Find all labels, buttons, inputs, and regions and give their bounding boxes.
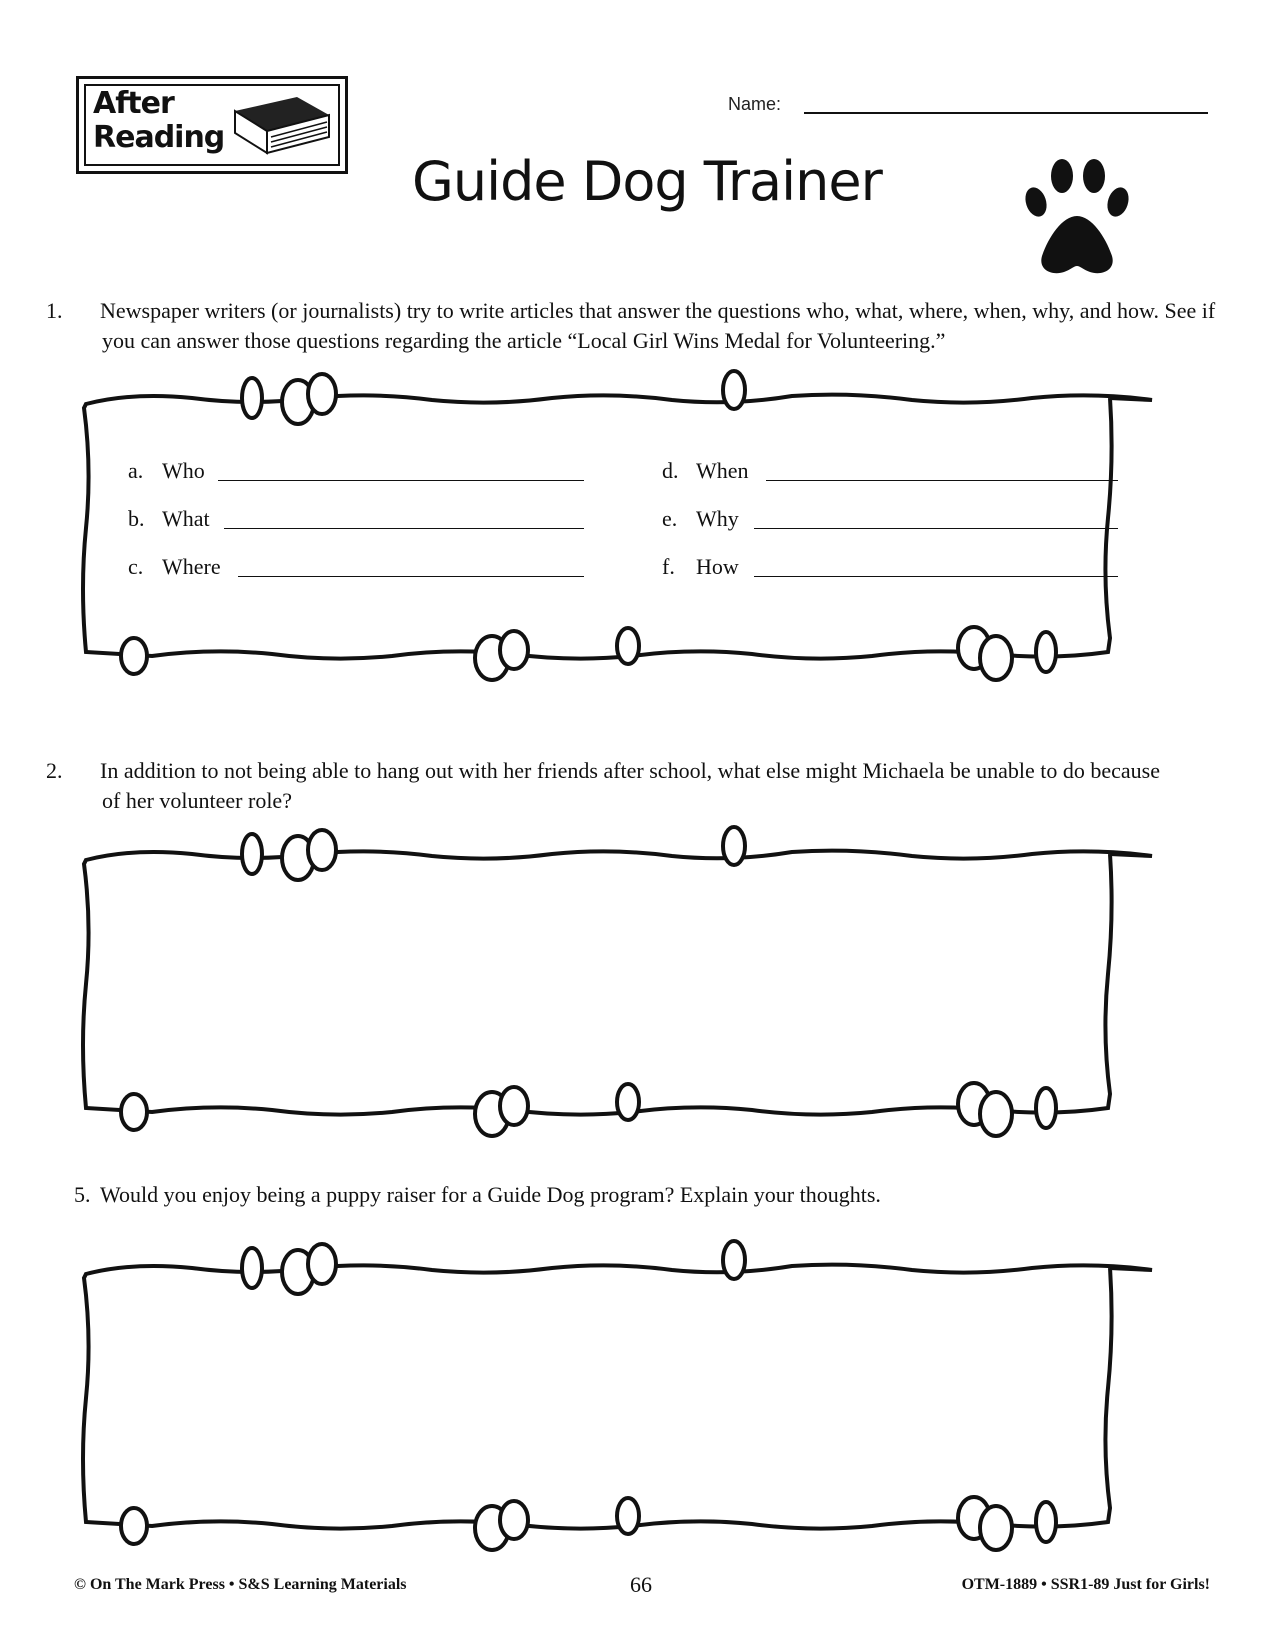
name-label: Name: — [728, 94, 782, 114]
answer-letter: c. — [128, 554, 144, 579]
answer-letter: e. — [662, 506, 678, 531]
name-field[interactable] — [804, 112, 1208, 114]
when-answer-line[interactable] — [766, 480, 1118, 481]
question-1-number: 1. — [46, 298, 63, 323]
footer-publisher: © On The Mark Press • S&S Learning Materials — [74, 1576, 407, 1593]
book-icon — [227, 89, 335, 161]
footer-product-code: OTM-1889 • SSR1-89 Just for Girls! — [961, 1576, 1210, 1593]
question-2-number: 2. — [46, 758, 63, 783]
answer-row-where — [128, 554, 584, 580]
answer-row-when — [662, 458, 1118, 484]
badge-line-2: Reading — [93, 120, 225, 155]
paw-print-icon — [1018, 158, 1136, 282]
answer-label: How — [696, 554, 739, 579]
how-answer-line[interactable] — [754, 576, 1118, 577]
why-answer-line[interactable] — [754, 528, 1118, 529]
answer-row-how — [662, 554, 1118, 580]
answer-label: What — [162, 506, 210, 531]
answer-row-what — [128, 506, 584, 532]
what-answer-line[interactable] — [224, 528, 584, 529]
answer-letter: b. — [128, 506, 145, 531]
answer-frame-2[interactable] — [72, 824, 1222, 1144]
answer-label: Why — [696, 506, 739, 531]
answer-frame-3[interactable] — [72, 1238, 1222, 1558]
answer-letter: d. — [662, 458, 679, 483]
question-2-text: In addition to not being able to hang out with her friends after school, what else might Michaela be unable to do because of her volunteer role? — [100, 758, 1160, 813]
question-2 — [46, 756, 1162, 816]
answer-row-why — [662, 506, 1118, 532]
answer-label: Where — [162, 554, 221, 579]
question-1-text: Newspaper writers (or journalists) try to write articles that answer the questions who, what, where, when, why, and how. See if you can answer those questions regarding the article “Local Girl Wins Medal for Volunteering.” — [100, 298, 1216, 353]
answer-letter: f. — [662, 554, 675, 579]
answer-row-who — [128, 458, 584, 484]
answer-letter: a. — [128, 458, 144, 483]
badge-text — [93, 87, 224, 155]
question-1 — [46, 296, 1222, 356]
question-5 — [74, 1180, 1194, 1210]
question-5-number: 5. — [74, 1182, 91, 1207]
answer-label: Who — [162, 458, 205, 483]
who-answer-line[interactable] — [218, 480, 584, 481]
question-5-text: Would you enjoy being a puppy raiser for a Guide Dog program? Explain your thoughts. — [100, 1182, 881, 1207]
page-title: Guide Dog Trainer — [412, 150, 882, 213]
badge-line-1: After — [93, 86, 174, 121]
page-number: 66 — [630, 1572, 652, 1597]
answer-label: When — [696, 458, 749, 483]
after-reading-badge — [76, 76, 348, 174]
where-answer-line[interactable] — [238, 576, 584, 577]
